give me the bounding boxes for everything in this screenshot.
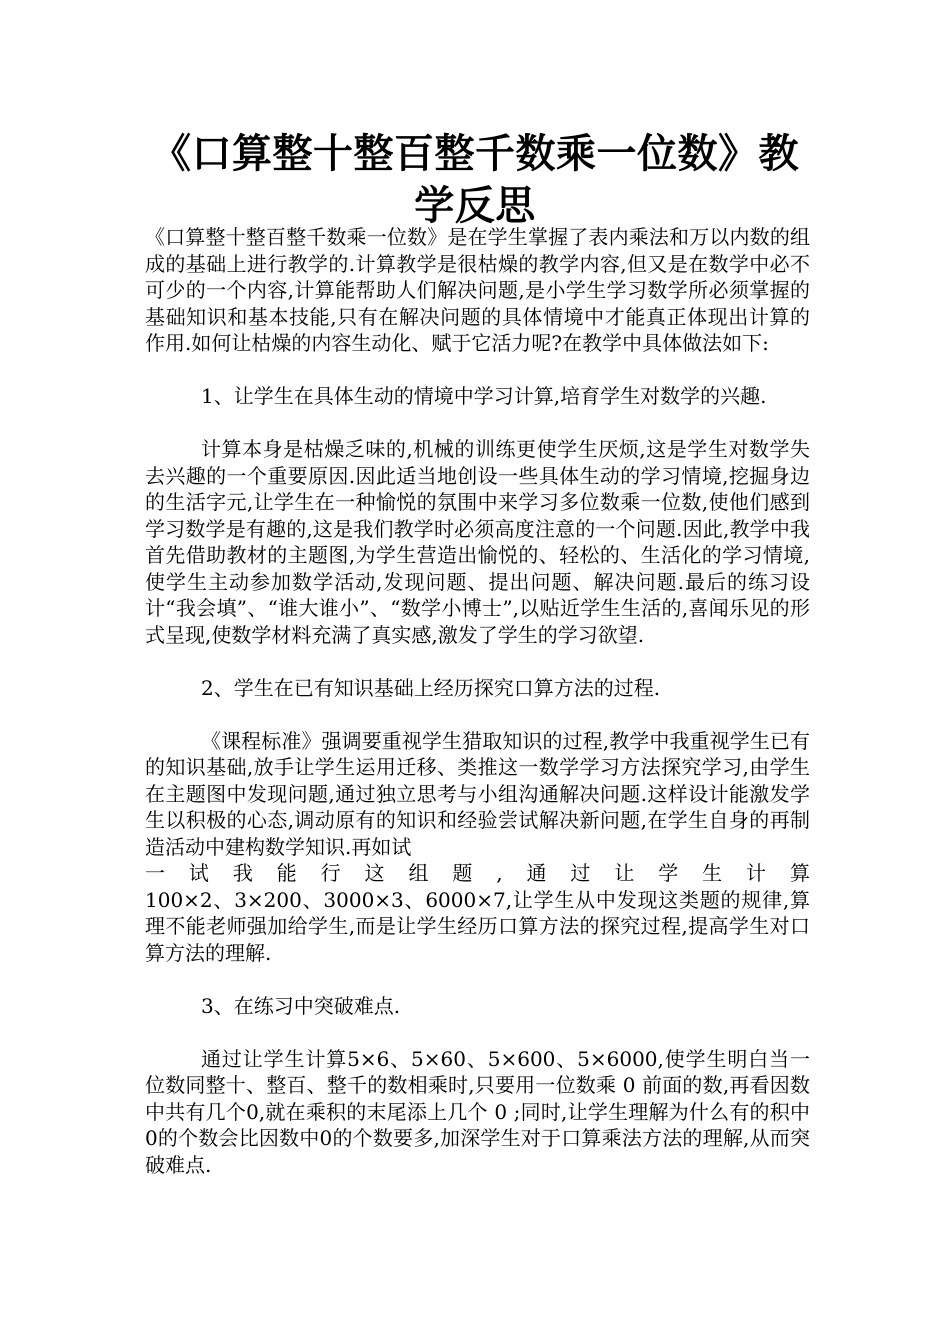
spread-char: 题 — [452, 861, 473, 885]
document-body — [145, 224, 810, 1178]
spread-char: 算 — [789, 861, 810, 885]
section-1-heading: 1、让学生在具体生动的情境中学习计算,培育学生对数学的兴趣. — [201, 384, 767, 408]
paragraph-spacer — [145, 648, 810, 675]
paragraph-spacer — [145, 966, 810, 993]
spread-char: 一 — [145, 861, 165, 885]
spread-char: 行 — [320, 861, 341, 885]
intro-paragraph: 《口算整十整百整千数乘一位数》是在学生掌握了表内乘法和万以内数的组成的基础上进行教学的.计算教学是很枯燥的教学内容,但又是在数学中必不可少的一个内容,计算能帮助人们解决问题,是小学生学习数学所必须掌握的基础知识和基本技能,只有在解决问题的具体情境中才能真正体现出计算的作用.如何让枯燥的内容生动化、赋于它活力呢?在教学中具体做法如下: — [145, 225, 810, 355]
section-2-body-part-1: 《课程标准》强调要重视学生猎取知识的过程,教学中我重视学生已有的知识基础,放手让学生运用迁移、类推这一数学学习方法探究学习,由学生在主题图中发现问题,通过独立思考与小组沟通解决问题.这样设计能激发学生以积极的心态,调动原有的知识和经验尝试解决新问题,在学生自身的再制造活动中建构数学知识.再如试 — [145, 728, 810, 859]
section-2-heading: 2、学生在已有知识基础上经历探究口算方法的过程. — [201, 675, 661, 700]
spread-char: 我 — [232, 861, 253, 885]
paragraph-spacer — [145, 410, 810, 437]
document-title: 《口算整十整百整千数乘一位数》教学反思 — [151, 131, 799, 229]
spread-char: 过 — [570, 861, 591, 885]
paragraph-spacer — [145, 701, 810, 728]
spread-char: 试 — [188, 861, 209, 885]
section-2-spread-line — [145, 860, 810, 887]
section-3-body: 通过让学生计算5×6、5×60、5×600、5×6000,使学生明白当一位数同整十、整百、整千的数相乘时,只要用一位数乘 0 前面的数,再看因数中共有几个0,就在乘积的末尾添上几个 0 ;同时,让学生理解为什么有的积中0的个数会比因数中0的个数要多,加深学生对于口算乘法方法的理解,从而突破难点. — [145, 1046, 810, 1177]
spread-char: 通 — [526, 861, 547, 885]
spread-char: 生 — [702, 861, 723, 885]
spread-char: 这 — [364, 861, 385, 885]
paragraph-spacer — [145, 1019, 810, 1046]
paragraph-spacer — [145, 357, 810, 384]
spread-char: 学 — [658, 861, 679, 885]
spread-char: , — [496, 861, 503, 885]
spread-char: 计 — [746, 861, 767, 885]
spread-char: 让 — [614, 861, 635, 885]
section-1-body: 计算本身是枯燥乏味的,机械的训练更使学生厌烦,这是学生对数学失去兴趣的一个重要原因.因此适当地创设一些具体生动的学习情境,挖掘身边的生活字元,让学生在一种愉悦的氛围中来学习多位数乘一位数,使他们感到学习数学是有趣的,这是我们教学时必须高度注意的一个问题.因此,教学中我首先借助教材的主题图,为学生营造出愉悦的、轻松的、生活化的学习情境,使学生主动参加数学活动,发现问题、提出问题、解决问题.最后的练习设计“我会填”、“谁大谁小”、“数学小博士”,以贴近学生生活的,喜闻乐见的形式呈现,使数学材料充满了真实感,激发了学生的学习欲望. — [145, 437, 810, 647]
section-3-heading: 3、在练习中突破难点. — [201, 993, 401, 1018]
section-2-body-part-2: 100×2、3×200、3000×3、6000×7,让学生从中发现这类题的规律,算理不能老师强加给学生,而是让学生经历口算方法的探究过程,提高学生对口算方法的理解. — [145, 887, 810, 965]
spread-char: 组 — [408, 861, 429, 885]
spread-char: 能 — [276, 861, 297, 885]
